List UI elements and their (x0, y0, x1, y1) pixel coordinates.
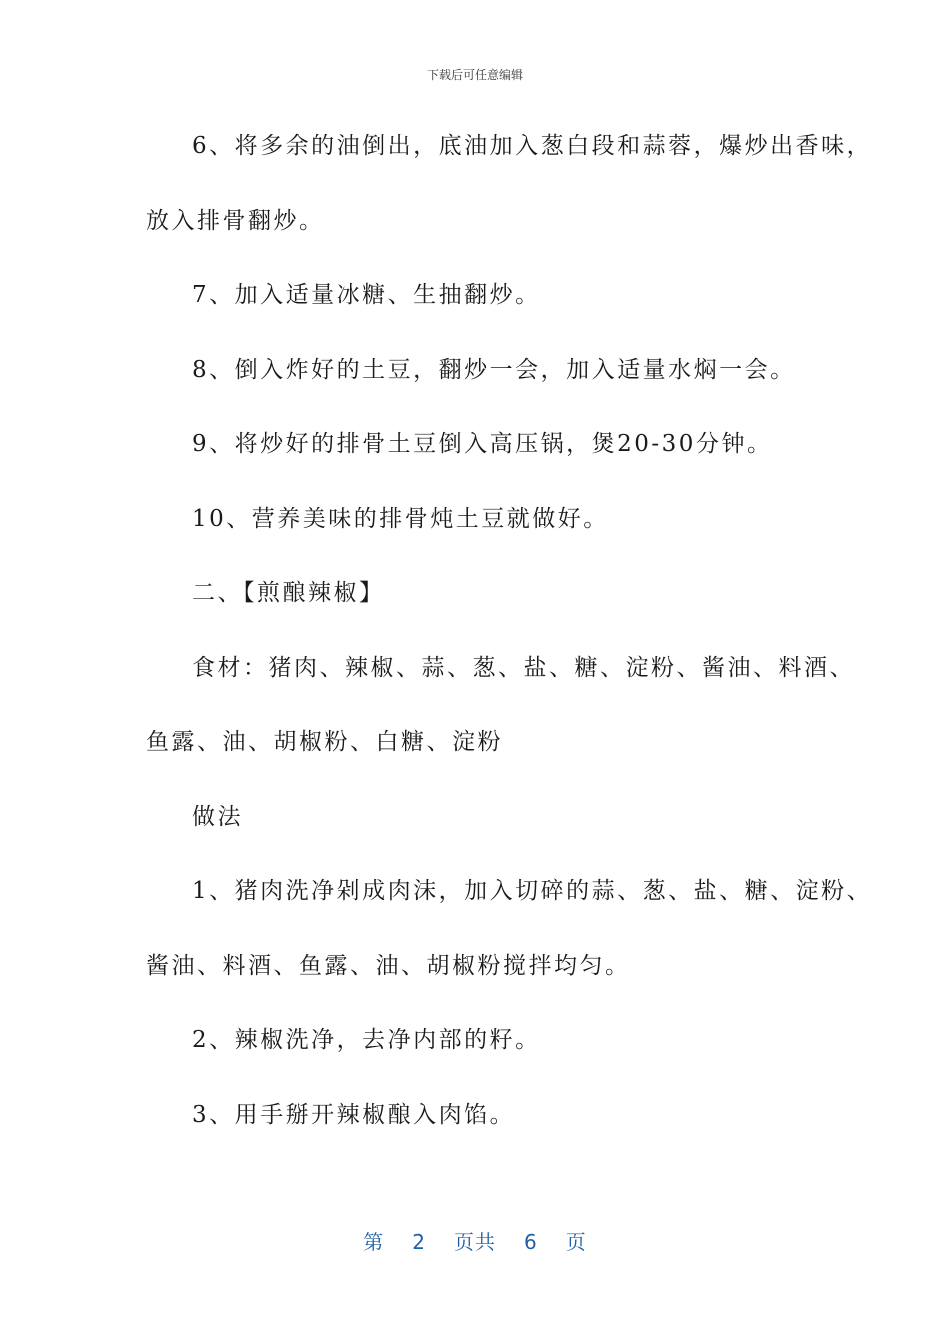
paragraph-line: 放入排骨翻炒。 (146, 208, 325, 234)
footer-total-pages: 6 (524, 1230, 538, 1254)
paragraph-line: 9、将炒好的排骨土豆倒入高压锅，煲20-30分钟。 (192, 431, 773, 457)
footer-suffix: 页 (565, 1230, 587, 1254)
footer-current-page: 2 (412, 1230, 426, 1254)
footer-middle: 页共 (454, 1230, 496, 1254)
paragraph-line: 2、辣椒洗净，去净内部的籽。 (192, 1027, 541, 1053)
paragraph-line: 6、将多余的油倒出，底油加入葱白段和蒜蓉，爆炒出香味， (192, 133, 873, 159)
section-heading: 二、【煎酿辣椒】 (192, 580, 385, 606)
page-header: 下载后可任意编辑 (426, 68, 523, 82)
paragraph-line: 10、营养美味的排骨炖土豆就做好。 (192, 506, 609, 532)
paragraph-line: 食材：猪肉、辣椒、蒜、葱、盐、糖、淀粉、酱油、料酒、 (192, 655, 855, 681)
page-footer (0, 1226, 950, 1255)
footer-prefix: 第 (363, 1230, 385, 1254)
paragraph-line: 做法 (192, 804, 243, 830)
paragraph-line: 7、加入适量冰糖、生抽翻炒。 (192, 282, 541, 308)
paragraph-line: 1、猪肉洗净剁成肉沫，加入切碎的蒜、葱、盐、糖、淀粉、 (192, 878, 873, 904)
paragraph-line: 酱油、料酒、鱼露、油、胡椒粉搅拌均匀。 (146, 953, 631, 979)
paragraph-line: 8、倒入炸好的土豆，翻炒一会，加入适量水焖一会。 (192, 357, 796, 383)
paragraph-line: 3、用手掰开辣椒酿入肉馅。 (192, 1102, 516, 1128)
paragraph-line: 鱼露、油、胡椒粉、白糖、淀粉 (146, 729, 503, 755)
